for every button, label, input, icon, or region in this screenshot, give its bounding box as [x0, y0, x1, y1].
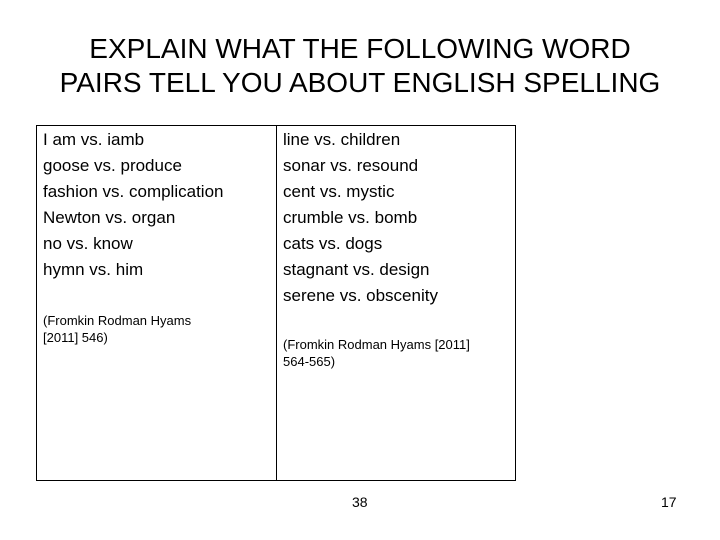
slide-number: 17: [661, 494, 677, 510]
word-pair: crumble vs. bomb: [283, 208, 418, 227]
word-pair: cats vs. dogs: [283, 234, 383, 253]
slide-title: [20, 32, 700, 100]
word-pair: stagnant vs. design: [283, 260, 430, 279]
word-pair: line vs. children: [283, 130, 401, 149]
word-pairs-table: [36, 125, 516, 481]
left-citation: (Fromkin Rodman Hyams [2011] 546): [43, 313, 192, 345]
word-pair: sonar vs. resound: [283, 156, 419, 175]
word-pair: serene vs. obscenity: [283, 286, 438, 305]
title-line-1: EXPLAIN WHAT THE FOLLOWING WORD: [89, 33, 631, 64]
word-pair: cent vs. mystic: [283, 182, 395, 201]
right-citation: (Fromkin Rodman Hyams [2011] 564-565): [283, 337, 470, 369]
left-word-pairs-list: [43, 127, 271, 283]
word-pair: Newton vs. organ: [43, 208, 176, 227]
word-pair: goose vs. produce: [43, 156, 182, 175]
word-pair: fashion vs. complication: [43, 182, 224, 201]
word-pair: hymn vs. him: [43, 260, 144, 279]
word-pair: I am vs. iamb: [43, 130, 145, 149]
right-word-pairs-list: [283, 127, 513, 309]
column-divider: [276, 126, 277, 480]
title-line-2: PAIRS TELL YOU ABOUT ENGLISH SPELLING: [59, 67, 661, 98]
word-pair: no vs. know: [43, 234, 133, 253]
page-number: 38: [352, 494, 368, 510]
